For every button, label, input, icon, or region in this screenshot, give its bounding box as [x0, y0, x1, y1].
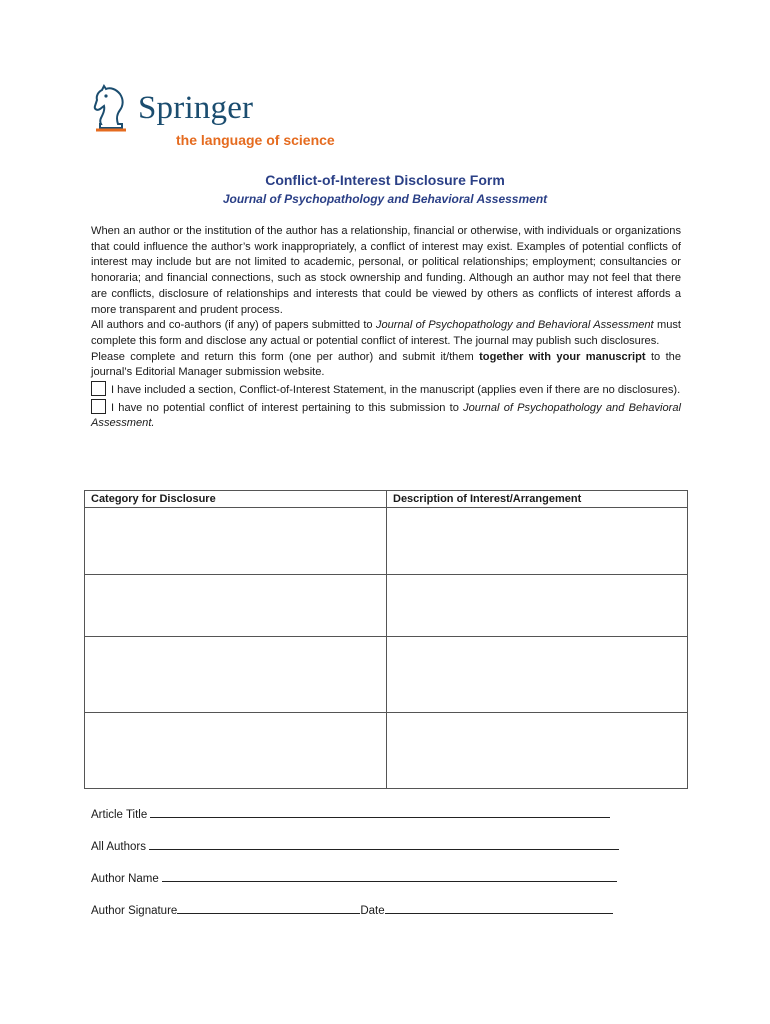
intro-paragraph: When an author or the institution of the author has a relationship, financial or otherwise, with individuals or organizations that could influence the author’s work inappropriately, a conflict of interest may exist. Examples of potential conflicts of interest may include but are not limited to academic, personal, or political relationships; employment; consultancies or honoraria; and financial connections, such as stock ownership and funding. Although an author may not feel that there are conflicts, disclosure of relationships and interests that could be viewed by others as conflicts of interest affords a more transparent and prudent process.: [91, 225, 681, 316]
category-cell[interactable]: [85, 637, 387, 713]
requirement-text: All authors and co-authors (if any) of papers submitted to: [91, 319, 376, 332]
date-label: Date: [360, 905, 385, 917]
table-row: [85, 713, 688, 789]
checkbox[interactable]: [91, 381, 106, 396]
article-title-line[interactable]: [150, 806, 610, 818]
table-row: [85, 637, 688, 713]
form-title: Conflict-of-Interest Disclosure Form: [265, 172, 505, 188]
all-authors-label: All Authors: [91, 841, 146, 853]
checkbox-no-conflict[interactable]: [91, 399, 681, 432]
chess-knight-icon: [92, 84, 132, 132]
author-name-field[interactable]: [91, 870, 617, 885]
date-line[interactable]: [385, 902, 613, 914]
column-header-category: Category for Disclosure: [85, 491, 387, 508]
submission-paragraph: [91, 350, 681, 381]
journal-name: Journal of Psychopathology and Behavioral Assessment.: [91, 401, 681, 430]
requirement-text-end: must complete this form and disclose any actual or potential conflict of interest. The journal may publish such disclosures.: [91, 319, 681, 347]
checkbox-label: I have included a section, Conflict-of-Interest Statement, in the manuscript (applies even if there are no disclosures).: [111, 384, 681, 397]
author-signature-field[interactable]: [91, 902, 613, 917]
category-cell[interactable]: [85, 713, 387, 789]
table-row: [85, 508, 688, 575]
checkbox-included-section[interactable]: [91, 381, 681, 399]
requirement-paragraph: [91, 318, 681, 349]
table-header-row: [85, 491, 688, 508]
description-cell[interactable]: [387, 575, 688, 637]
column-header-description: Description of Interest/Arrangement: [387, 491, 688, 508]
form-subtitle: Journal of Psychopathology and Behavioral Assessment: [222, 192, 548, 206]
journal-name: Journal of Psychopathology and Behavioral Assessment: [375, 319, 654, 332]
submission-emphasis: together with your manuscript: [479, 350, 646, 363]
submission-text-end: to the journal’s Editorial Manager submission website.: [91, 350, 681, 379]
springer-logo: [92, 84, 372, 154]
disclosure-table: [84, 490, 688, 789]
brand-name: Springer: [138, 90, 254, 126]
category-cell[interactable]: [85, 508, 387, 575]
checkbox[interactable]: [91, 399, 106, 414]
checkbox-label: I have no potential conflict of interest pertaining to this submission to: [111, 401, 464, 414]
author-name-line[interactable]: [162, 870, 617, 882]
table-row: [85, 575, 688, 637]
description-cell[interactable]: [387, 508, 688, 575]
article-title-field[interactable]: [91, 806, 610, 821]
author-signature-label: Author Signature: [91, 905, 178, 917]
brand-tagline: the language of science: [176, 132, 335, 148]
author-name-label: Author Name: [91, 873, 159, 885]
all-authors-line[interactable]: [149, 838, 619, 850]
author-signature-line[interactable]: [177, 902, 360, 914]
instructions: [91, 224, 681, 432]
description-cell[interactable]: [387, 713, 688, 789]
article-title-label: Article Title: [91, 809, 148, 821]
submission-text: Please complete and return this form (one per author) and submit it/them: [91, 350, 480, 363]
category-cell[interactable]: [85, 575, 387, 637]
description-cell[interactable]: [387, 637, 688, 713]
all-authors-field[interactable]: [91, 838, 619, 853]
